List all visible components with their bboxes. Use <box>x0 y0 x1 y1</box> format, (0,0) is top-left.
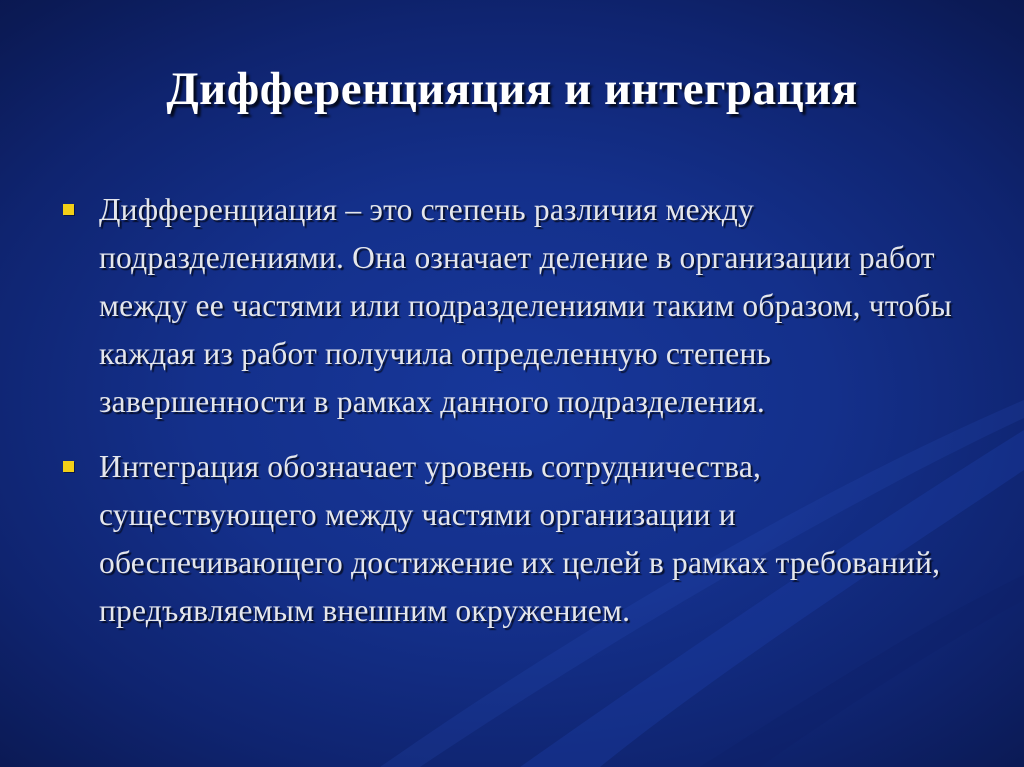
bullet-list <box>0 186 1024 652</box>
bullet-item-differentiation <box>0 186 1024 426</box>
bullet-text: Дифференциация – это степень различия между подразделениями. Она означает деление в организации работ между ее частями или подразделениями таким образом, чтобы каждая из работ получила определенную степень завершенности в рамках данного подразделения. <box>99 192 952 419</box>
bullet-square-icon <box>63 461 74 472</box>
bullet-text: Интеграция обозначает уровень сотрудничества, существующего между частями организации и обеспечивающего достижение их целей в рамках требований, предъявляемым внешним окружением. <box>99 449 941 628</box>
bullet-square-icon <box>63 204 74 215</box>
bullet-item-integration <box>0 443 1024 635</box>
slide-title: Дифференцияция и интеграция <box>166 63 858 115</box>
